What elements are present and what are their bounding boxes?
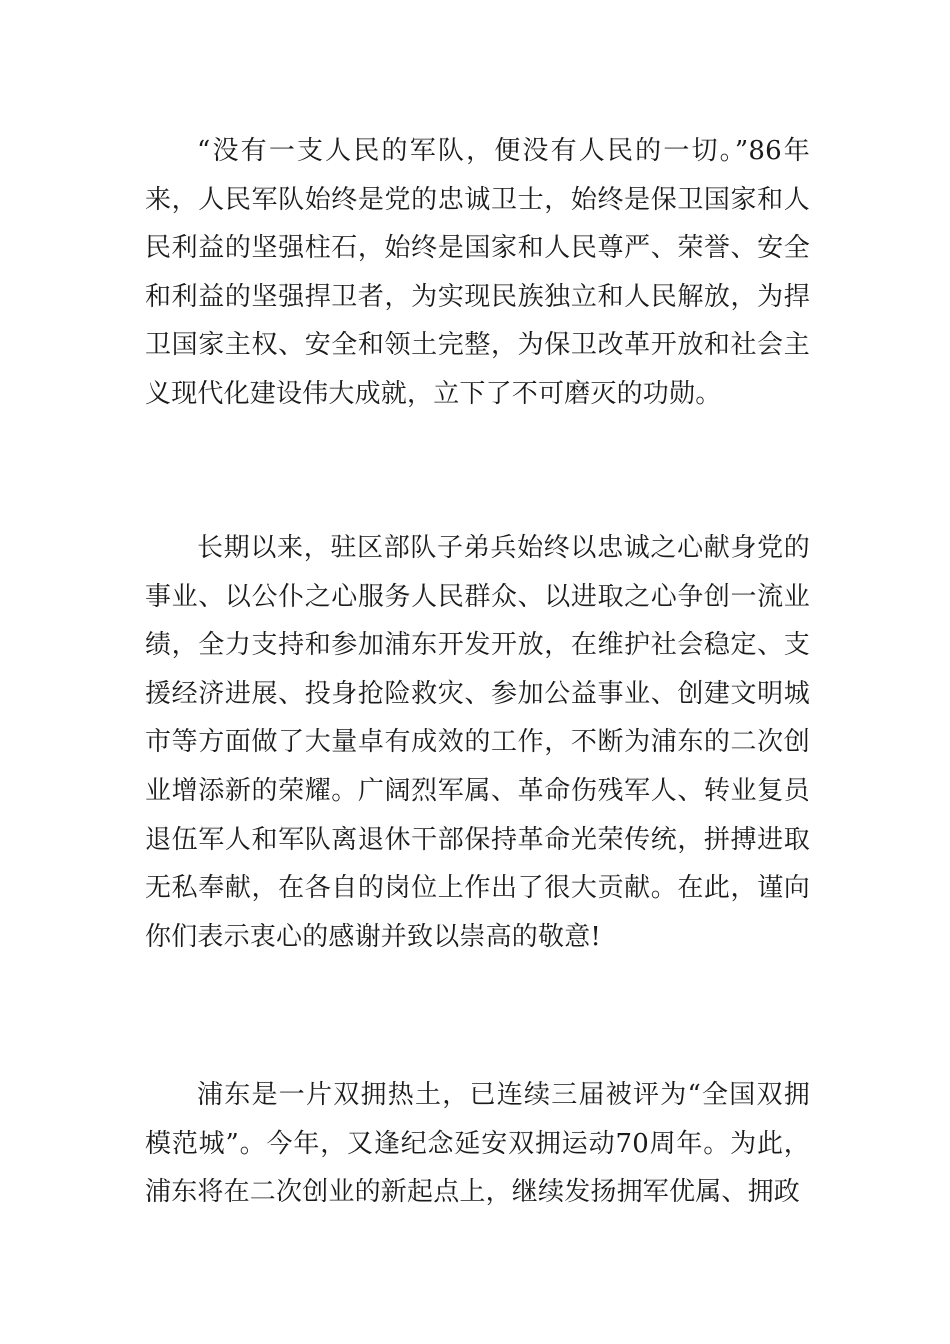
paragraph-1: “没有一支人民的军队，便没有人民的一切。”86年来，人民军队始终是党的忠诚卫士，始终是保卫国家和人民利益的坚强柱石，始终是国家和人民尊严、荣誉、安全和利益的坚强捍卫者，为实现民族独立和人民解放，为捍卫国家主权、安全和领土完整，为保卫改革开放和社会主义现代化建设伟大成就，立下了不可磨灭的功勋。 <box>145 136 810 409</box>
paragraph-3: 浦东是一片双拥热土，已连续三届被评为“全国双拥模范城”。今年，又逢纪念延安双拥运动70周年。为此，浦东将在二次创业的新起点上，继续发扬拥军优属、拥政 <box>145 1080 810 1208</box>
paragraph-2: 长期以来，驻区部队子弟兵始终以忠诚之心献身党的事业、以公仆之心服务人民群众、以进取之心争创一流业绩，全力支持和参加浦东开发开放，在维护社会稳定、支援经济进展、投身抢险救灾、参加公益事业、创建文明城市等方面做了大量卓有成效的工作，不断为浦东的二次创业增添新的荣耀。广阔烈军属、革命伤残军人、转业复员退伍军人和军队离退休干部保持革命光荣传统，拼搏进取无私奉献，在各自的岗位上作出了很大贡献。在此，谨向你们表示衷心的感谢并致以崇高的敬意! <box>145 533 810 952</box>
